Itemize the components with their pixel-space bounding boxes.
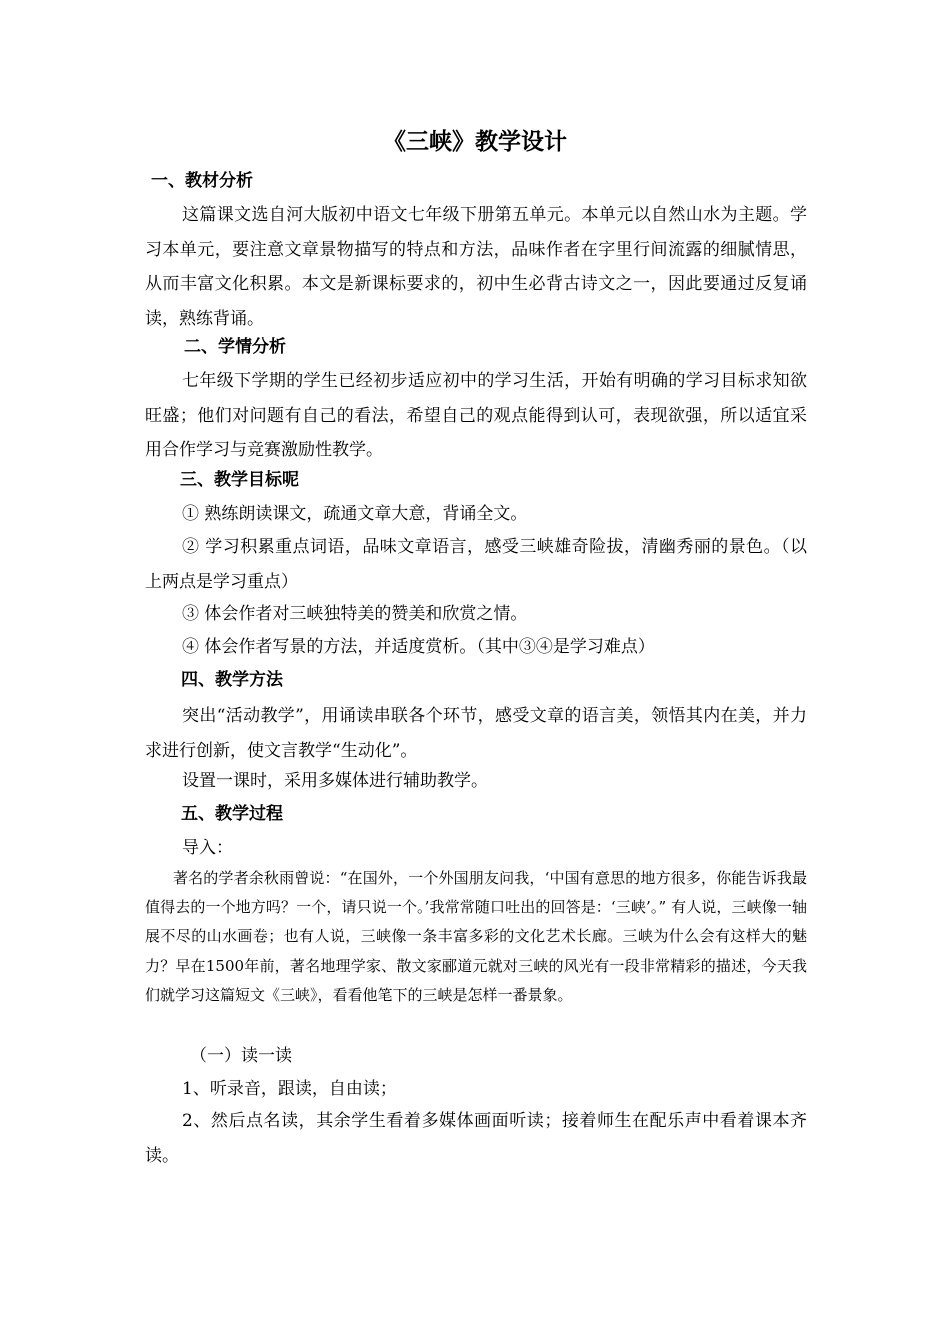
step-item-2: 2、然后点名读，其余学生看着多媒体画面听读；接着师生在配乐声中看着课本齐读。 [145,1111,807,1166]
paragraph-intro: 著名的学者余秋雨曾说：“在国外，一个外国朋友问我，‘中国有意思的地方很多，你能告诉我最值得去的一个地方吗？一个，请只说一个。’我常常随口吐出的回答是：‘三峡’。” 有人说，三峡像一轴展不尽的山水画卷；也有人说，三峡像一条丰富多彩的文化艺术长廊。三峡为什么会有这样大的魅力？早在1500年前，著名地理学家、散文家郦道元就对三峡的风光有一段非常精彩的描述，今天我们就学习这篇短文《三峡》，看看他笔下的三峡是怎样一番景象。 [145,869,807,1004]
section-heading-teaching-process: 五、教学过程 [181,804,283,824]
section-heading-textbook-analysis: 一、教材分析 [151,171,253,191]
goal-item-3: ③ 体会作者对三峡独特美的赞美和欣赏之情。 [182,604,528,624]
paragraph-textbook-analysis: 这篇课文选自河大版初中语文七年级下册第五单元。本单元以自然山水为主题。学习本单元，要注意文章景物描写的特点和方法，品味作者在字里行间流露的细腻情思，从而丰富文化积累。本文是新课标要求的，初中生必背古诗文之一，因此要通过反复诵读，熟练背诵。 [145,205,807,329]
goal-item-2: ② 学习积累重点词语，品味文章语言，感受三峡雄奇险拔，清幽秀丽的景色。（以上两点是学习重点） [145,537,807,592]
paragraph-teaching-methods: 突出“活动教学”，用诵读串联各个环节，感受文章的语言美，领悟其内在美，并力求进行创新，使文言教学“生动化”。 [145,706,807,761]
intro-label: 导入： [182,838,233,858]
step-heading-read: （一）读一读 [190,1046,292,1066]
paragraph-lesson-setup: 设置一课时，采用多媒体进行辅助教学。 [182,771,488,791]
goal-item-1: ① 熟练朗读课文，疏通文章大意，背诵全文。 [182,504,528,524]
step-item-1: 1、听录音，跟读，自由读； [182,1079,397,1099]
section-heading-teaching-goals: 三、教学目标呢 [180,470,299,490]
goal-item-4: ④ 体会作者写景的方法，并适度赏析。（其中③④是学习难点） [182,637,655,657]
paragraph-student-analysis: 七年级下学期的学生已经初步适应初中的学习生活，开始有明确的学习目标求知欲旺盛；他们对问题有自己的看法，希望自己的观点能得到认可，表现欲强，所以适宜采用合作学习与竞赛激励性教学。 [145,371,807,460]
page-title: 《三峡》教学设计 [383,128,567,155]
section-heading-teaching-methods: 四、教学方法 [181,670,283,690]
section-heading-student-analysis: 二、学情分析 [184,337,286,357]
